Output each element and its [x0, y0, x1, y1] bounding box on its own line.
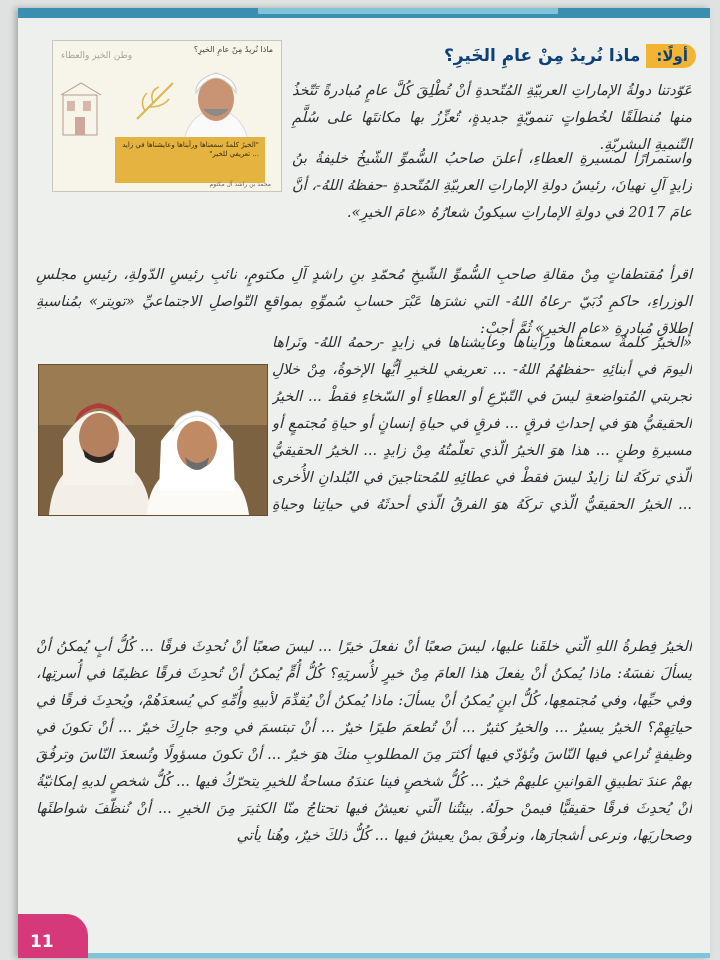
paragraph-announcement: واستمرارًا لمسيرةِ العطاءِ، أعلنَ صاحبُ السُّموِّ الشّيخُ خليفةُ بنُ زايدٍ آلِ نهيانَ، رئيسُ دولةِ الإماراتِ العربيّةِ المُتّحدةِ -حفظهُ اللهُ-، أنَّ عامَ 2017 في دولةِ الإماراتِ سيكونُ شعارُهُ «عامَ الخيرِ».: [292, 151, 692, 221]
building-sketch-icon: [57, 77, 105, 147]
section-number: أولًا:: [646, 44, 696, 68]
palm-leaf-icon: [135, 81, 175, 121]
paragraph-article-excerpt: «الخيرُ كلمةٌ سمعناها ورأيناها وعايشناها في زايدٍ -رحمهُ اللهُ- ونَراها اليومَ في أبنائِهِ -حفظهُمُ اللهُ- ... تعريفي للخيرِ أيُّها الإخوةُ، مِنْ خلالِ تجربتي المُتواضعةِ ليسَ في التّبرّعِ أو العطاءِ أو السّخاءِ فقطْ ... الخيرُ الحقيقيُّ هوَ في إحداثِ فرقٍ ... فرقٍ في حياةِ إنسانٍ أو حياةِ مُجتمعٍ أو مسيرةِ وطنٍ ... هذا هوَ الخيرُ الّذي تعلّمتُهُ مِنْ زايدٍ ... الخيرُ الحقيقيُّ الّذي تركَهُ لنا زايدٌ ليسَ فقطْ في عطائِهِ للمُحتاجينَ في البُلدانِ الأُخرى ... الخيرُ الحقيقيُّ الّذي تركَهُ هوَ الفرقُ الّذي أحدثَهُ في حياتِنا وحياةِ: [272, 335, 692, 513]
section-heading: [444, 44, 696, 68]
clipping-watermark: وطن الخير والعطاء: [61, 51, 133, 61]
clipping-quote: "الخيرُ كلمةٌ سمعناها ورأيناها وعايشناها في زايد ... تعريفي للخير": [115, 137, 265, 183]
section-title: ماذا نُريدُ مِنْ عامِ الخَيرِ؟: [443, 46, 641, 66]
clipping-signature: محمد بن راشد آل مكتوم: [209, 181, 271, 188]
paragraph-instruction: اقرأ مُقتطفاتٍ مِنْ مقالةِ صاحبِ السُّموِّ الشّيخِ مُحمّدِ بنِ راشدٍ آلِ مكتومٍ، نائبِ رئيسِ الدّولةِ، رئيسِ مجلسِ الوزراءِ، حاكمِ دُبَيّ -رعاهُ اللهُ- التي نشرَها عَبْرَ حسابِ سُموِّهِ بمواقعِ التّواصلِ الاجتماعيِّ «تويتر» بمُناسبةِ إطلاقِ مُبادرةِ «عامِ الخيرِ» ثُمَّ أجبْ:: [36, 267, 692, 337]
bottom-color-strip: [88, 953, 710, 958]
page-number-tab: [18, 914, 88, 958]
book-page: [18, 8, 710, 958]
photo-two-men: [38, 364, 268, 516]
newspaper-clipping-image: [52, 40, 282, 192]
top-accent-band: [258, 8, 558, 14]
clipping-header: ماذا نُريدُ مِنْ عامِ الخيرِ؟: [193, 45, 273, 54]
paragraph-intro: عَوّدتنا دولةُ الإماراتِ العربيّةِ المُتّحدةِ أنْ تُطْلِقَ كُلَّ عامٍ مُبادرةً تَتّخذُ منها مُنطلَقًا لخُطواتٍ تنمويّةٍ جديدةٍ، تُعزِّزُ بها مكانتَها على سُلَّمِ التّنميةِ البشريّةِ.: [292, 83, 692, 153]
paragraph-goodness: الخيرُ فِطرةُ اللهِ الّتي خلقَنا عليها، ليسَ صعبًا أنْ نفعلَ خيرًا ... ليسَ صعبًا أنْ نُحدِثَ فرقًا ... كُلُّ أبٍ يُمكنُ أنْ يسألَ نفسَهُ: ماذا يُمكنُ أنْ يفعلَ هذا العامَ مِنْ خيرٍ لأُسرتِهِ؟ كُلُّ أُمٍّ يُمكنُ أنْ تُحدِثَ فرقًا عظيمًا في أُسرتِها، وفي حيِّها، وفي مُجتمعِها، كُلُّ ابنٍ يُمكنُ أنْ يسألَ: ماذا يُمكنُ أنْ يُقدِّمَ لأبيهِ وأُمِّهِ كي يُسعدَهُمْ، ويُحدِثَ فرقًا في حياتِهِمْ؟ الخيرُ يسيرٌ ... والخيرُ كثيرٌ ... أنْ تُطعمَ طيرًا خيرٌ ... أنْ تبتسمَ في وجهِ جارِكَ خيرٌ ... أنْ تكونَ في وظيفةٍ تُراعي فيها النّاسَ وتُؤدّي فيها أكثرَ مِنَ المطلوبِ منكَ هوَ خيرٌ ... أنْ تكونَ مسؤولًا وتُسعدَ النّاسَ وترفُقَ بهمْ عندَ تطبيقِ القوانينِ عليهمْ خيرٌ ... كُلُّ شخصٍ فينا عندَهُ مساحةٌ للخيرِ يتحرّكُ فيها ... كُلُّ شخصٍ لديهِ إمكانيّةُ أنْ يُحدِثَ فرقًا حقيقيًّا فيمنْ حولَهُ. بيئتُنا الّتي نعيشُ فيها تحتاجُ منّا الكثيرَ مِنَ الخيرِ ... أنْ نُنظّفَ شواطئَها وصحاريَها، ونرعى أشجارَها، ونرفُقَ بمنْ يعيشُ فيها ... كُلُّ ذلكَ خيرٌ، وهُنا يأتي: [36, 639, 692, 844]
page-number: 11: [30, 932, 54, 952]
